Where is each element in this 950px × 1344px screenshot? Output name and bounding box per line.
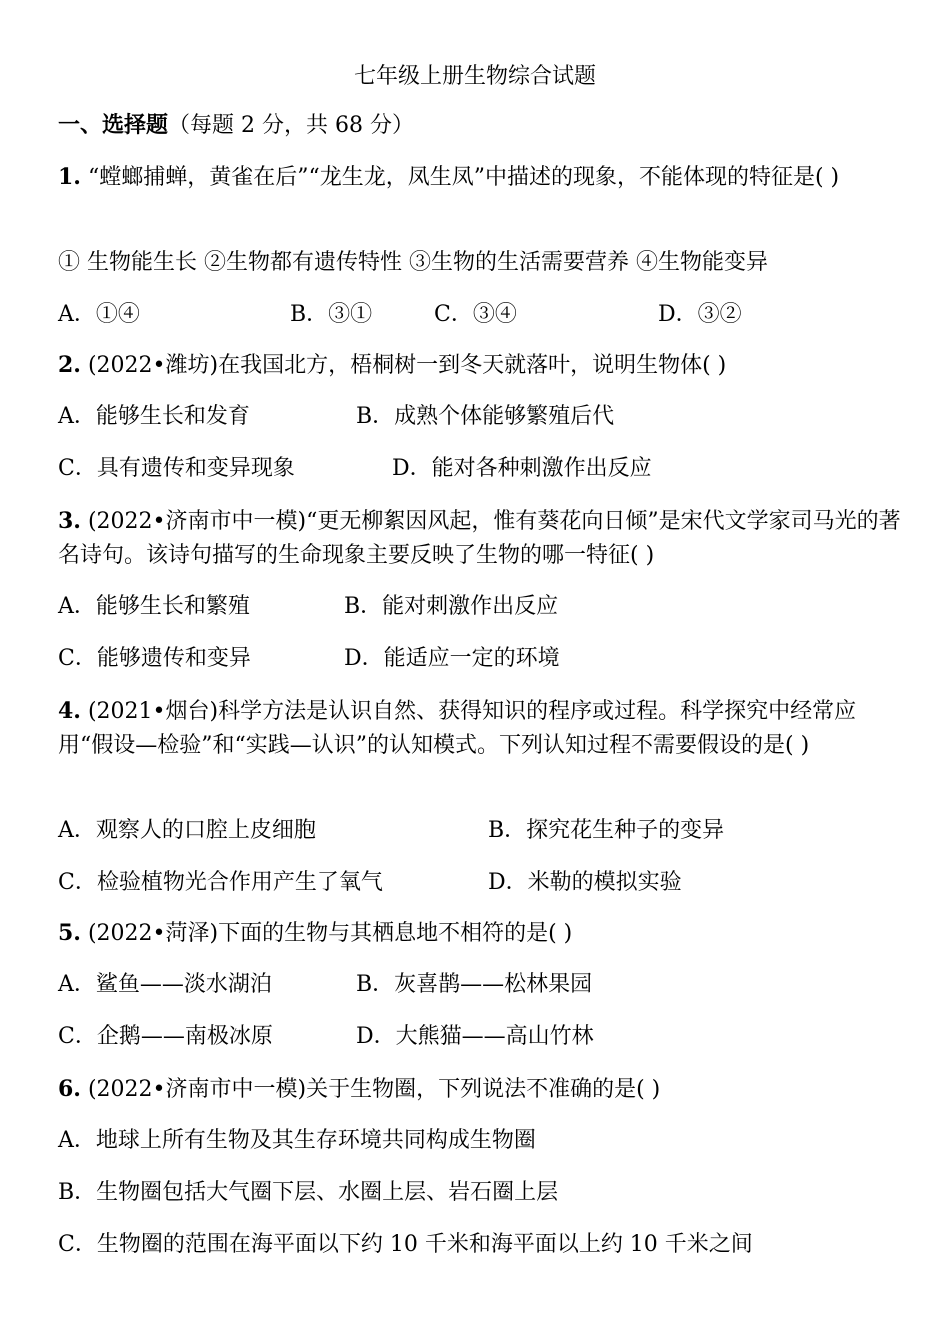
option-b: B．能对刺激作出反应 xyxy=(344,594,559,619)
option-c: C．生物圈的范围在海平面以下约 10 千米和海平面以上约 10 千米之间 xyxy=(58,1232,753,1257)
option-d: D．③② xyxy=(658,302,742,327)
question-1 xyxy=(58,160,910,195)
option-a: A．能够生长和发育 xyxy=(58,404,250,429)
section-heading xyxy=(58,108,910,143)
question-1-statements: ① 生物能生长 ②生物都有遗传特性 ③生物的生活需要营养 ④生物能变异 xyxy=(58,250,768,275)
question-6 xyxy=(58,1072,910,1107)
question-number: 4. xyxy=(58,698,81,724)
option-b: B．生物圈包括大气圈下层、水圈上层、岩石圈上层 xyxy=(58,1180,559,1205)
question-3 xyxy=(58,504,910,573)
question-stem: “螳螂捕蝉，黄雀在后”“龙生龙，凤生凤”中描述的现象，不能体现的特征是( ) xyxy=(87,165,840,190)
option-b: B．③① xyxy=(290,302,373,327)
option-a: A．鲨鱼——淡水湖泊 xyxy=(58,972,272,997)
option-a: A．能够生长和繁殖 xyxy=(58,594,250,619)
option-a: A．观察人的口腔上皮细胞 xyxy=(58,818,316,843)
question-stem: (2021•烟台)科学方法是认识自然、获得知识的程序或过程。科学探究中经常应用“假设—检验”和“实践—认识”的认知模式。下列认知过程不需要假设的是( ) xyxy=(58,699,857,758)
question-stem: (2022•菏泽)下面的生物与其栖息地不相符的是( ) xyxy=(87,921,573,946)
option-c: C．检验植物光合作用产生了氧气 xyxy=(58,870,383,895)
question-5 xyxy=(58,916,910,951)
option-a: A．地球上所有生物及其生存环境共同构成生物圈 xyxy=(58,1128,536,1153)
option-c: C．具有遗传和变异现象 xyxy=(58,456,295,481)
question-number: 1. xyxy=(58,164,81,190)
option-c: C．能够遗传和变异 xyxy=(58,646,251,671)
option-a: A．①④ xyxy=(58,302,140,327)
question-number: 3. xyxy=(58,508,81,534)
question-4 xyxy=(58,694,910,763)
option-b: B．探究花生种子的变异 xyxy=(488,818,725,843)
section-note: （每题 2 分，共 68 分） xyxy=(168,113,414,138)
option-c: C．③④ xyxy=(434,302,517,327)
option-b: B．成熟个体能够繁殖后代 xyxy=(356,404,615,429)
question-stem: (2022•济南市中一模)关于生物圈，下列说法不准确的是( ) xyxy=(87,1077,661,1102)
question-stem: (2022•济南市中一模)“更无柳絮因风起，惟有葵花向日倾”是宋代文学家司马光的著名诗句。该诗句描写的生命现象主要反映了生物的哪一特征( ) xyxy=(58,509,901,568)
option-c: C．企鹅——南极冰原 xyxy=(58,1024,273,1049)
option-d: D．能对各种刺激作出反应 xyxy=(392,456,652,481)
option-d: D．米勒的模拟实验 xyxy=(488,870,682,895)
option-b: B．灰喜鹊——松林果园 xyxy=(356,972,593,997)
question-2 xyxy=(58,348,910,383)
page-title: 七年级上册生物综合试题 xyxy=(353,64,596,89)
question-number: 5. xyxy=(58,920,81,946)
question-number: 6. xyxy=(58,1076,81,1102)
question-stem: (2022•潍坊)在我国北方，梧桐树一到冬天就落叶，说明生物体( ) xyxy=(87,353,727,378)
option-d: D．大熊猫——高山竹林 xyxy=(356,1024,594,1049)
section-label: 一、选择题 xyxy=(58,112,169,138)
option-d: D．能适应一定的环境 xyxy=(344,646,560,671)
question-number: 2. xyxy=(58,352,81,378)
